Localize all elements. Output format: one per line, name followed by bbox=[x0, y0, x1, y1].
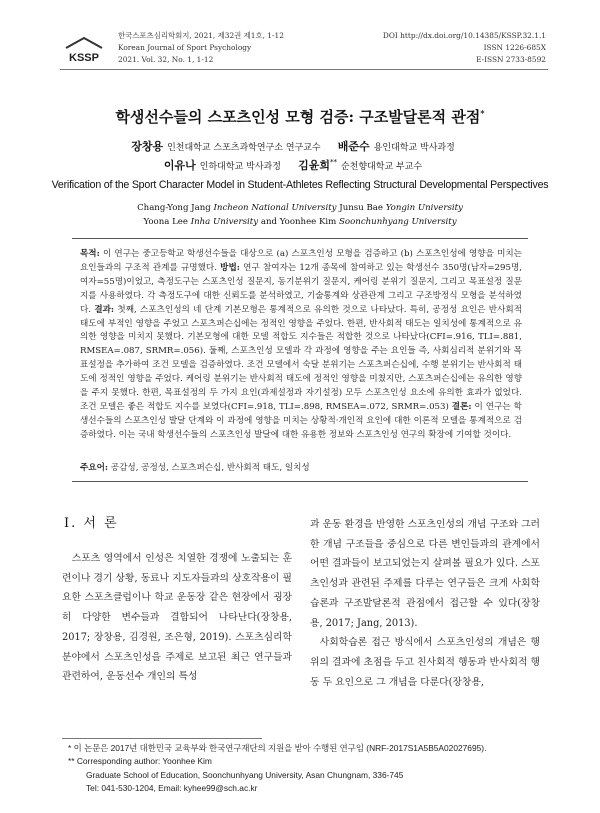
footnotes bbox=[68, 742, 548, 796]
author-name-en: Junsu Bae bbox=[339, 203, 383, 213]
journal-name-en: Korean Journal of Sport Psychology bbox=[118, 43, 252, 52]
journal-name-ko: 한국스포츠심리학회지, 2021, 제32권 제1호, 1-12 bbox=[118, 31, 284, 40]
abstract-purpose: 이 연구는 중고등학교 학생선수들을 대상으로 (a) 스포츠인성 모형을 검증하고 (b) 스포츠인성에 영향을 미치는 요인들과의 구조적 관계를 규명했다. bbox=[80, 249, 522, 273]
author-affiliation-en: Incheon National University bbox=[213, 203, 337, 213]
author-affiliation-en: Soonchunhyang University bbox=[339, 217, 457, 227]
keywords bbox=[80, 461, 522, 473]
journal-logo bbox=[64, 34, 104, 66]
journal-identifiers bbox=[383, 30, 546, 66]
footnote-funding: * 이 논문은 2017년 대한민국 교육부와 한국연구재단의 지원을 받아 수행된 연구임 (NRF-2017S1A5B5A02027695). bbox=[68, 743, 487, 753]
corresponding-mark: ** bbox=[329, 158, 337, 167]
paper-title-ko bbox=[0, 106, 600, 127]
paper-title-en: Verification of the Sport Character Model in Student-Athletes Reflecting Structural Developmental Perspectives bbox=[51, 179, 549, 191]
author-affiliation: 용인대학교 박사과정 bbox=[373, 143, 455, 153]
author-line-en-1 bbox=[0, 203, 600, 213]
author-name-en: Yoona Lee bbox=[143, 217, 188, 227]
footnote-contact[interactable]: Tel: 041-530-1204, Email: kyhee99@sch.ac.kr bbox=[86, 783, 258, 794]
author-affiliation-en: Inha University bbox=[190, 217, 259, 227]
abstract-label-purpose: 목적: bbox=[80, 249, 100, 259]
title-footnote-mark: * bbox=[480, 108, 485, 118]
doi-link[interactable]: DOI http://dx.doi.org/10.14385/KSSP.32.1.1 bbox=[382, 31, 546, 40]
paragraph: 스포츠 영역에서 인성은 치열한 경쟁에 노출되는 훈련이나 경기 상황, 동료나 지도자들과의 상호작용이 필요한 스포츠클럽이나 학교 운동장 같은 현장에서 굉장히 다양한 변수들과 결합되어 나타난다(장창용, 2017; 장창용, 김경원, 조은형, 2019). 스포츠심리학 분야에서 스포츠인성을 주제로 보고된 최근 연구들과 관련하여, 운동선수 개인의 특성 bbox=[62, 553, 293, 683]
author-name-en: Yoonhee Kim bbox=[279, 217, 337, 227]
author-name: 이유나 bbox=[163, 159, 196, 172]
footnote-address: Graduate School of Education, Soonchunhyang University, Asan Chungnam, 336-745 bbox=[86, 769, 404, 780]
author-affiliation: 순천향대학교 부교수 bbox=[340, 162, 423, 172]
body-column-right bbox=[310, 515, 540, 692]
author-affiliation-en: Yongin University bbox=[385, 203, 463, 213]
author-name-en: Chang-Yong Jang bbox=[137, 203, 211, 213]
abstract-label-conclusion: 결론: bbox=[451, 401, 472, 412]
eissn: E-ISSN 2733-8592 bbox=[476, 55, 546, 64]
svg-text:KSSP: KSSP bbox=[69, 52, 99, 64]
body-column-left bbox=[62, 549, 292, 687]
title-ko-text: 학생선수들의 스포츠인성 모형 검증: 구조발달론적 관점 bbox=[115, 108, 481, 126]
header-divider bbox=[60, 69, 548, 70]
footnote-divider bbox=[62, 738, 262, 739]
journal-volume-en: 2021. Vol. 32, No. 1, 1-12 bbox=[118, 55, 214, 64]
author-name: 김윤희 bbox=[298, 159, 330, 172]
author-line-1 bbox=[0, 138, 600, 154]
issn: ISSN 1226-685X bbox=[483, 43, 546, 52]
author-joiner: and bbox=[260, 217, 277, 227]
paragraph: 사회학습론 접근 방식에서 스포츠인성의 개념은 행위의 결과에 초점을 두고 친사회적 행동과 반사회적 행동 두 요인으로 그 개념을 다룬다(장창용, bbox=[310, 637, 541, 688]
footnote-corresponding: ** Corresponding author: Yoonhee Kim bbox=[68, 756, 212, 767]
keywords-list: 공감성, 공정성, 스포츠퍼슨십, 반사회적 태도, 일치성 bbox=[108, 463, 310, 473]
abstract bbox=[80, 248, 522, 443]
author-name: 장창용 bbox=[131, 140, 164, 153]
abstract-result: 첫째, 스포츠인성의 네 단계 기본모형은 통계적으로 유의한 것으로 나타났다. 특히, 공정성 요인은 반사회적 태도에 부적인 영향을 주었고 스포츠퍼슨십에는 정적인 영향을 주었다. 한편, 반사회적 태도는 일치성에 통계적으로 유의한 영향을 미치지 못했다. 기본모형에 대한 모델 적합도 지수들은 적합한 것으로 나타났다(CFI=.916, TLI=.881, RMSEA=.087, SRMR=.056). 둘째, 스포츠인성 모델과 각 과정에 영향을 주는 요인들 즉, 사회심리적 분위기와 목표설정을 추가하여 조건 모델을 검증하였다. 조건 모델에서 숙달 분위기는 스포츠퍼슨십에, 수행 분위기는 반사회적 태도에 정적인 영향을 주었다. 케어링 분위기는 반사회적 태도에 정적인 영향을 미쳤지만, 스포츠퍼슨십에는 유의한 영향을 주지 못했다. 한편, 목표설정의 두 가지 요인(과제설정과 자기설정) 모두 스포츠인성 요소에 유의한 효과가 없었다. 조건 모델은 좋은 적합도 지수를 보였다(CFI=.918, TLI=.898, RMSEA=.072, SRMR=.053) bbox=[80, 304, 522, 412]
paragraph: 과 운동 환경을 반영한 스포츠인성의 개념 구조와 그러한 개념 구조들을 중심으로 다른 변인들과의 관계에서 어떤 결과들이 보고되었는지 살펴볼 필요가 있다. 스포츠인성과 관련된 주제를 다루는 연구들은 크게 사회학습론과 구조발달론적 관점에서 접근할 수 있다(장창용, 2017; Jang, 2013). bbox=[310, 519, 541, 629]
keywords-label: 주요어: bbox=[80, 463, 109, 473]
abstract-label-result: 결과: bbox=[94, 304, 115, 315]
abstract-conclusion: 이 연구는 학생선수들의 스포츠인성 발달 단계와 이 과정에 영향을 미치는 상황적·개인적 요인에 대한 이론적 모델을 통계적으로 검증하였다. 이는 국내 학생선수들의 스포츠인성 발달에 대한 유용한 정보와 스포츠인성 연구의 확장에 기여할 것이다. bbox=[80, 401, 522, 440]
journal-citation bbox=[118, 30, 284, 66]
author-name: 배준수 bbox=[337, 140, 370, 153]
abstract-label-method: 방법: bbox=[220, 262, 240, 273]
section-heading: I. 서 론 bbox=[64, 516, 119, 531]
abstract-method: 연구 참여자는 12개 종목에 참여하고 있는 학생선수 350명(남자=295명, 여자=55명)이었고, 측정도구는 스포츠인성 질문지, 동기분위기 질문지, 케어링 분위기 질문지, 그리고 목표설정 질문지를 사용하였다. 각 측정도구에 대한 신뢰도를 분석하였고, 기술통계와 상관관계 그리고 구조방정식 모형을 분석하였다. bbox=[80, 262, 522, 315]
author-affiliation: 인천대학교 스포츠과학연구소 연구교수 bbox=[167, 143, 321, 153]
author-line-2 bbox=[0, 157, 600, 173]
author-line-en-2 bbox=[0, 217, 600, 227]
author-affiliation: 인하대학교 박사과정 bbox=[199, 162, 281, 172]
